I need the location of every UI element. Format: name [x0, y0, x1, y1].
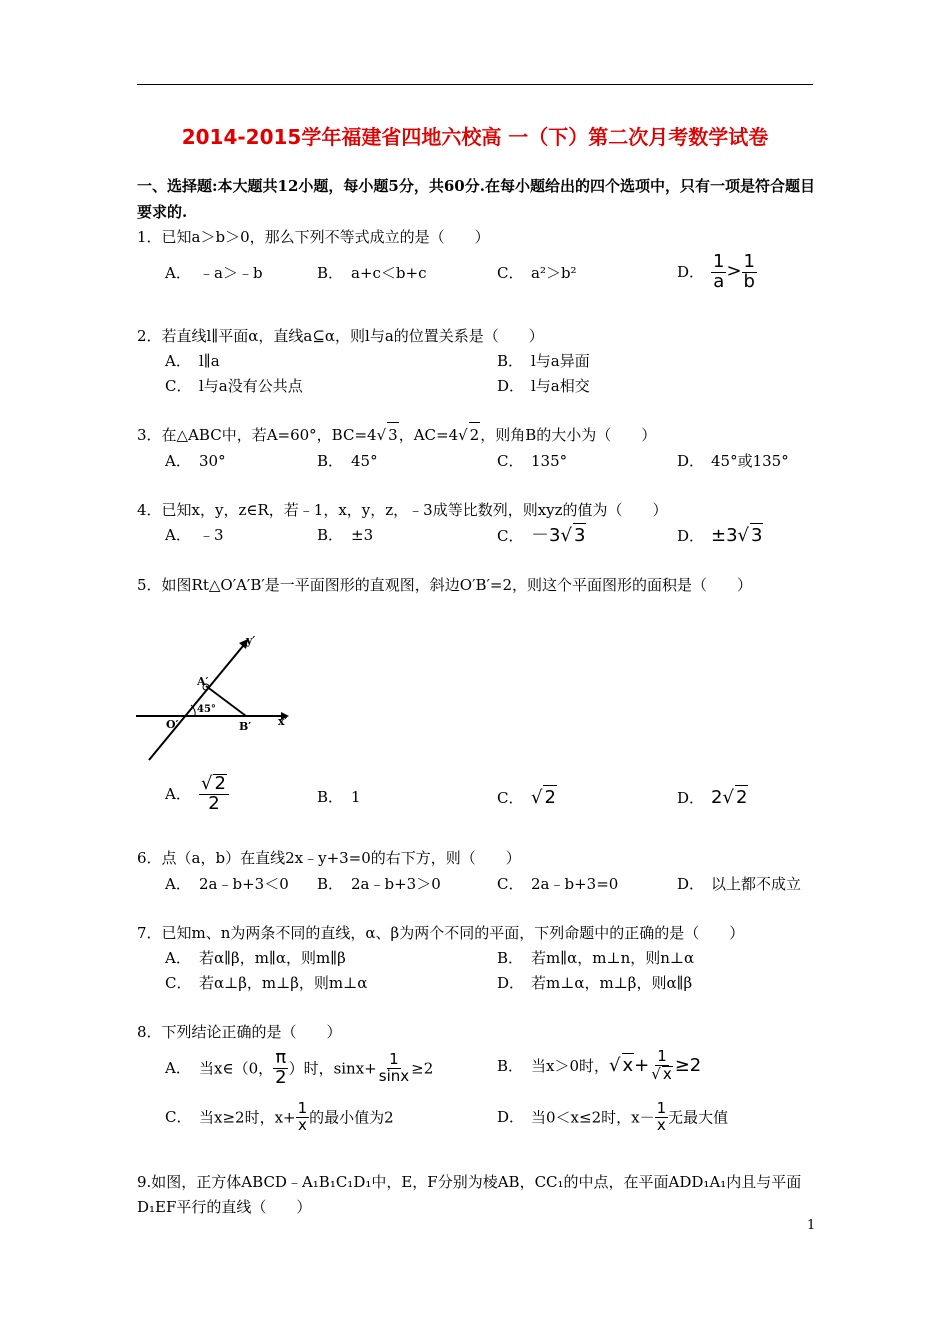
- q1-option-c: C． a²＞b²: [497, 264, 577, 282]
- fraction: $\frac{\pi}{2}$: [275, 1047, 287, 1088]
- q7-option-c: C． 若α⊥β，m⊥β，则m⊥α: [165, 974, 368, 992]
- q8-option-c: C． 当x≥2时，x+ $\frac{1}{x}$ 的最小值为2: [165, 1099, 394, 1134]
- q6-option-c: C． 2a﹣b+3=0: [497, 875, 619, 893]
- angle-label: 45°: [197, 704, 216, 715]
- question-7-stem: 7．已知m、n为两条不同的直线，α、β为两个不同的平面，下列命题中的正确的是（ ）: [137, 924, 745, 942]
- fraction: $\frac{1}{\sin x}$: [378, 1050, 410, 1085]
- question-9-stem: 9.如图，正方体ABCD﹣A₁B₁C₁D₁中，E，F分别为棱AB，CC₁的中点，在平面ADD₁A₁内且与平面D₁EF平行的直线（ ）: [137, 1173, 802, 1216]
- angle-arc: [191, 705, 195, 716]
- q4-option-c: C． －3√ 3: [497, 525, 586, 546]
- q3-option-c: C． 135°: [497, 452, 568, 470]
- q4-option-b: B． ±3: [317, 526, 374, 544]
- q6-option-d: D． 以上都不成立: [677, 875, 802, 893]
- q3-option-b: B． 45°: [317, 452, 378, 470]
- header-rule: [137, 84, 813, 85]
- point-b-label: B′: [239, 720, 252, 733]
- q1-option-d: D． $\frac{1}{a}$ > $\frac{1}{b}$: [677, 251, 755, 292]
- question-3-stem: 3．在△ABC中，若A=60°，BC=4√ 3，AC=4√ 2，则角B的大小为（ ）: [137, 422, 817, 447]
- q5-option-d: D． 2√ 2: [677, 787, 748, 808]
- question-2-stem: 2．若直线l∥平面α，直线a⊆α，则l与a的位置关系是（ ）: [137, 327, 544, 345]
- q5-option-b: B． 1: [317, 788, 361, 806]
- question-8-stem: 8．下列结论正确的是（ ）: [137, 1023, 342, 1041]
- q2-option-d: D． l与a相交: [497, 377, 590, 395]
- q2-option-b: B． l与a异面: [497, 352, 590, 370]
- fraction: $\frac{1}{b}$: [743, 251, 755, 292]
- q2-option-a: A． l∥a: [165, 352, 220, 370]
- fraction: $\frac{1}{x}$: [656, 1099, 667, 1134]
- fraction: $\frac{1}{√ x}$: [651, 1047, 672, 1083]
- q7-option-d: D． 若m⊥α，m⊥β，则α∥β: [497, 974, 693, 992]
- question-4-stem: 4．已知x，y，z∈R，若﹣1，x，y，z，﹣3成等比数列，则xyz的值为（ ）: [137, 501, 668, 519]
- q3-option-a: A． 30°: [165, 452, 226, 470]
- q5-option-a: A． $\frac{√ 2}{2}$: [165, 774, 229, 814]
- q4-option-a: A． ﹣3: [165, 526, 224, 544]
- page-title: 2014-2015学年福建省四地六校高 一（下）第二次月考数学试卷: [181, 125, 769, 149]
- q8-option-a: A． 当x∈（0， $\frac{\pi}{2}$ ）时，sinx+ $\frac{1}{\sin x}$ ≥2: [165, 1047, 434, 1088]
- page-number: 1: [807, 1218, 816, 1233]
- q7-option-b: B． 若m∥α，m⊥n，则n⊥α: [497, 949, 695, 967]
- fraction: $\frac{1}{x}$: [297, 1099, 308, 1134]
- q1-option-b: B． a+c＜b+c: [317, 264, 427, 282]
- q6-option-b: B． 2a﹣b+3＞0: [317, 875, 441, 893]
- q5-option-c: C． √ 2: [497, 787, 556, 808]
- q4-option-d: D． ±3√ 3: [677, 525, 763, 546]
- question-1-stem: 1．已知a＞b＞0，那么下列不等式成立的是（ ）: [137, 228, 490, 246]
- q7-option-a: A． 若α∥β，m∥α，则m∥β: [165, 949, 346, 967]
- fraction: $\frac{√ 2}{2}$: [199, 774, 229, 814]
- question-5-stem: 5．如图Rt△O′A′B′是一平面图形的直观图，斜边O′B′=2，则这个平面图形的面积是（ ）: [137, 576, 753, 594]
- point-o-label: O′: [166, 718, 179, 731]
- question-6-stem: 6．点（a，b）在直线2x﹣y+3=0的右下方，则（ ）: [137, 849, 521, 867]
- point-a-label: A′: [197, 675, 209, 688]
- q5-figure: [135, 630, 300, 765]
- q1-option-a: A． ﹣a＞﹣b: [165, 264, 263, 282]
- y-axis-label: y′: [246, 634, 256, 647]
- x-axis-label: x′: [278, 715, 288, 728]
- q8-option-d: D． 当0＜x≤2时，x－ $\frac{1}{x}$ 无最大值: [497, 1099, 729, 1134]
- q8-option-b: B． 当x＞0时，√ x+ $\frac{1}{√ x}$ ≥2: [497, 1047, 702, 1083]
- fraction: $\frac{1}{a}$: [713, 251, 725, 292]
- q3-option-d: D． 45°或135°: [677, 452, 789, 470]
- q6-option-a: A． 2a﹣b+3＜0: [165, 875, 289, 893]
- q2-option-c: C． l与a没有公共点: [165, 377, 303, 395]
- section-heading: 一、选择题:本大题共12小题，每小题5分，共60分.在每小题给出的四个选项中，只有一项是符合题目要求的.: [137, 177, 815, 221]
